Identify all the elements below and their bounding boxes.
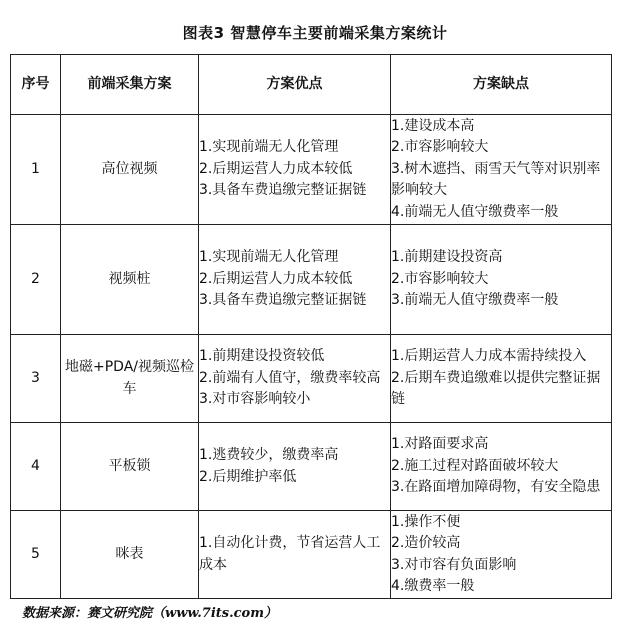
row-index: 4 bbox=[11, 423, 61, 511]
con-item: 1.建设成本高 bbox=[391, 117, 475, 134]
con-item: 2.市容影响较大 bbox=[391, 139, 489, 156]
row-index: 3 bbox=[11, 335, 61, 423]
pro-item: 1.前期建设投资较低 bbox=[199, 348, 325, 365]
con-item: 4.前端无人值守缴费率一般 bbox=[391, 203, 559, 220]
table-row bbox=[11, 511, 612, 599]
pro-item: 1.实现前端无人化管理 bbox=[199, 139, 339, 156]
con-item: 3.在路面增加障碍物，有安全隐患 bbox=[391, 479, 601, 496]
table-title: 图表3 智慧停车主要前端采集方案统计 bbox=[182, 24, 448, 42]
con-item: 1.后期运营人力成本需持续投入 bbox=[391, 348, 587, 365]
row-index: 2 bbox=[11, 225, 61, 335]
con-item: 2.造价较高 bbox=[391, 535, 461, 551]
con-item: 1.前期建设投资高 bbox=[391, 249, 503, 266]
row-cons bbox=[391, 225, 612, 335]
row-cons bbox=[391, 511, 612, 599]
con-item: 2.市容影响较大 bbox=[391, 270, 489, 287]
row-scheme: 视频桩 bbox=[61, 225, 199, 335]
con-item: 1.对路面要求高 bbox=[391, 436, 489, 453]
row-pros bbox=[199, 423, 391, 511]
header-row bbox=[11, 55, 612, 115]
row-index: 1 bbox=[11, 115, 61, 225]
header-scheme: 前端采集方案 bbox=[61, 55, 199, 115]
row-scheme: 咪表 bbox=[61, 511, 199, 599]
row-scheme: 地磁+PDA/视频巡检车 bbox=[61, 335, 199, 423]
header-index: 序号 bbox=[11, 55, 61, 115]
con-item: 2.施工过程对路面破坏较大 bbox=[391, 457, 559, 474]
header-pros: 方案优点 bbox=[199, 55, 391, 115]
table-row bbox=[11, 225, 612, 335]
row-pros bbox=[199, 511, 391, 599]
con-item: 3.前端无人值守缴费率一般 bbox=[391, 292, 559, 309]
pro-item: 1.自动化计费，节省运营人工成本 bbox=[199, 535, 381, 573]
pro-item: 2.后期运营人力成本较低 bbox=[199, 160, 353, 177]
pro-item: 1.逃费较少，缴费率高 bbox=[199, 447, 339, 463]
row-cons bbox=[391, 423, 612, 511]
table-row bbox=[11, 115, 612, 225]
header-cons: 方案缺点 bbox=[391, 55, 612, 115]
pro-item: 1.实现前端无人化管理 bbox=[199, 249, 339, 266]
table-row bbox=[11, 423, 612, 511]
row-scheme: 高位视频 bbox=[61, 115, 199, 225]
row-pros bbox=[199, 225, 391, 335]
pro-item: 3.具备车费追缴完整证据链 bbox=[199, 292, 367, 309]
con-item: 2.后期车费追缴难以提供完整证据链 bbox=[391, 369, 601, 408]
con-item: 1.操作不便 bbox=[391, 513, 461, 530]
con-item: 4.缴费率一般 bbox=[391, 578, 475, 594]
scheme-table bbox=[10, 54, 612, 599]
data-source-note: 数据来源：赛文研究院（www.7its.com） bbox=[22, 606, 277, 621]
con-item: 3.树木遮挡、雨雪天气等对识别率影响较大 bbox=[391, 160, 601, 199]
row-cons bbox=[391, 115, 612, 225]
row-pros bbox=[199, 335, 391, 423]
row-cons bbox=[391, 335, 612, 423]
row-index: 5 bbox=[11, 511, 61, 599]
table-row bbox=[11, 335, 612, 423]
pro-item: 2.后期维护率低 bbox=[199, 468, 297, 485]
con-item: 3.对市容有负面影响 bbox=[391, 556, 517, 573]
pro-item: 3.具备车费追缴完整证据链 bbox=[199, 182, 367, 199]
row-pros bbox=[199, 115, 391, 225]
pro-item: 3.对市容影响较小 bbox=[199, 391, 311, 408]
row-scheme: 平板锁 bbox=[61, 423, 199, 511]
pro-item: 2.后期运营人力成本较低 bbox=[199, 270, 353, 287]
pro-item: 2.前端有人值守，缴费率较高 bbox=[199, 369, 381, 386]
